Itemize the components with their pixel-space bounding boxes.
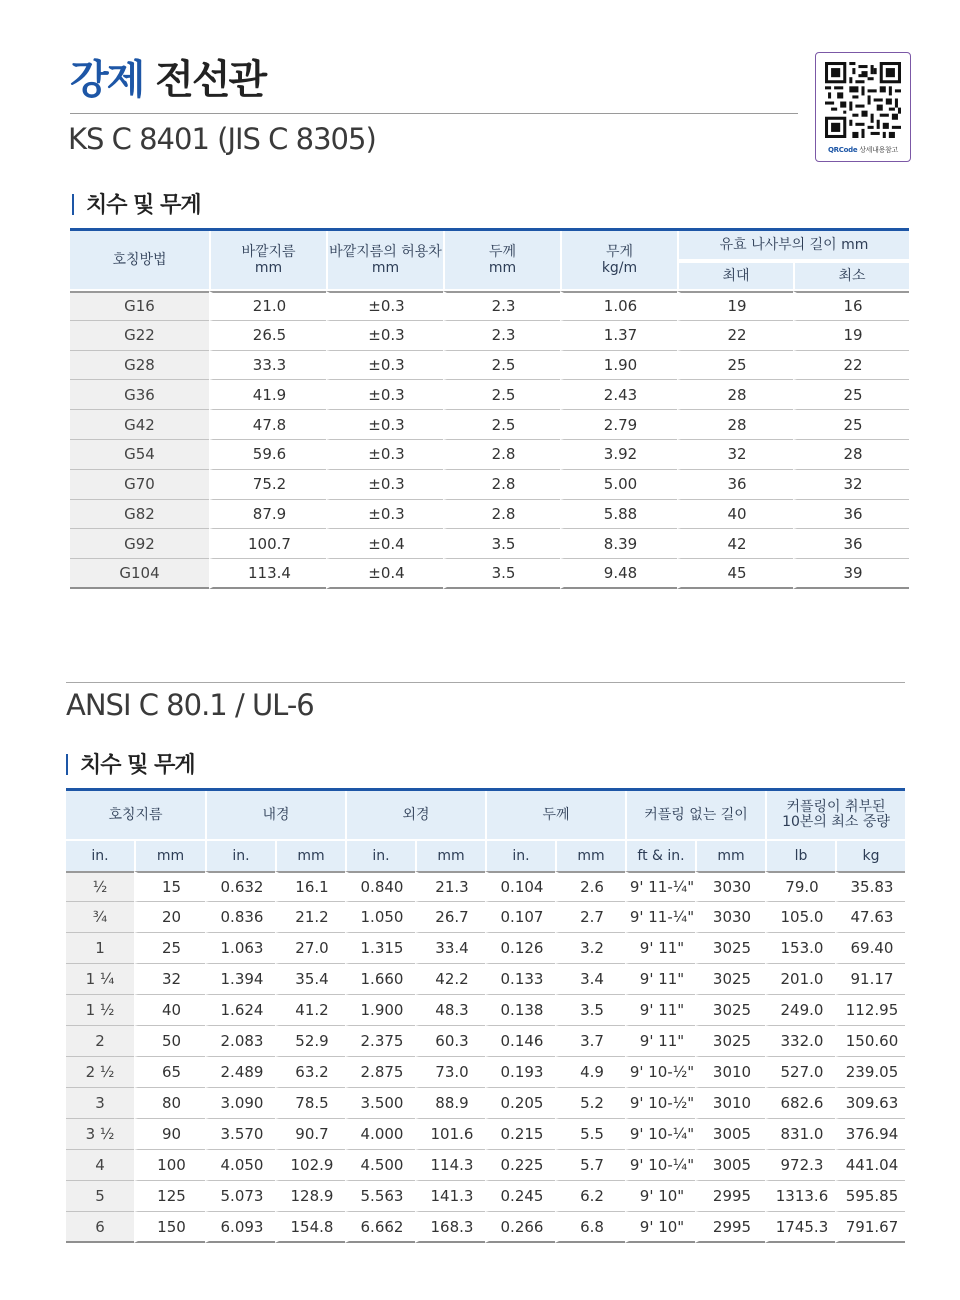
nominal-inch-cell: 1 ¼ — [66, 964, 134, 995]
table-cell: 3025 — [695, 964, 765, 995]
table-cell: 40 — [677, 500, 793, 530]
nominal-cell: G82 — [70, 500, 209, 530]
table-cell: 2.5 — [443, 410, 560, 440]
table-row — [70, 529, 909, 559]
table-cell: 79.0 — [765, 871, 835, 902]
table-cell: 2995 — [695, 1181, 765, 1212]
col-min-weight: 커플링이 취부된 10본의 최소 중량 — [765, 791, 905, 841]
unit-header: kg — [835, 841, 905, 871]
table-cell: 19 — [793, 321, 909, 351]
page-title-rest: 전선관 — [155, 57, 266, 103]
table-cell: 102.9 — [275, 1150, 345, 1181]
table-cell: 45 — [677, 559, 793, 589]
table-cell: 78.5 — [275, 1088, 345, 1119]
table-cell: 35.4 — [275, 964, 345, 995]
ks-table-body — [70, 291, 909, 589]
table-cell: 332.0 — [765, 1026, 835, 1057]
table-cell: 3030 — [695, 871, 765, 902]
table-row — [66, 902, 905, 933]
table-cell: 27.0 — [275, 933, 345, 964]
table-cell: 2.375 — [345, 1026, 415, 1057]
col-outer-diameter: 외경 — [345, 791, 485, 841]
nominal-cell: G42 — [70, 410, 209, 440]
ansi-dimension-table — [66, 788, 905, 1243]
table-row — [66, 933, 905, 964]
table-cell: 9' 11-¼" — [625, 871, 695, 902]
table-cell: 47.63 — [835, 902, 905, 933]
table-cell: 32 — [793, 470, 909, 500]
table-row — [66, 1026, 905, 1057]
table-cell: 150.60 — [835, 1026, 905, 1057]
table-cell: 25 — [134, 933, 205, 964]
nominal-inch-cell: ½ — [66, 871, 134, 902]
table-cell: 2.79 — [560, 410, 677, 440]
table-cell: 9' 11" — [625, 995, 695, 1026]
nominal-inch-cell: 4 — [66, 1150, 134, 1181]
table-cell: 0.225 — [485, 1150, 555, 1181]
table-cell: 4.000 — [345, 1119, 415, 1150]
table-cell: 52.9 — [275, 1026, 345, 1057]
table-cell: 376.94 — [835, 1119, 905, 1150]
col-nominal-size: 호칭지름 — [66, 791, 205, 841]
subtitle-bar — [72, 194, 74, 215]
section2-subtitle — [66, 748, 195, 779]
table-cell: 1.900 — [345, 995, 415, 1026]
table-cell: 0.126 — [485, 933, 555, 964]
table-cell: 2.3 — [443, 291, 560, 321]
section1-subtitle-text: 치수 및 무게 — [86, 193, 201, 218]
table-cell: 3.4 — [555, 964, 625, 995]
table-cell: 65 — [134, 1057, 205, 1088]
col-thread-max: 최대 — [677, 261, 793, 291]
table-cell: 28 — [677, 380, 793, 410]
nominal-cell: G22 — [70, 321, 209, 351]
table-cell: 9' 10" — [625, 1212, 695, 1243]
nominal-inch-cell: 5 — [66, 1181, 134, 1212]
table-cell: 20 — [134, 902, 205, 933]
table-cell: 2.8 — [443, 440, 560, 470]
table-cell: 26.5 — [209, 321, 326, 351]
table-cell: 4.050 — [205, 1150, 275, 1181]
table-cell: 36 — [677, 470, 793, 500]
table-cell: 3010 — [695, 1088, 765, 1119]
table-cell: 73.0 — [415, 1057, 485, 1088]
table-cell: 9' 10-¼" — [625, 1119, 695, 1150]
table-cell: ±0.4 — [326, 529, 443, 559]
table-cell: 791.67 — [835, 1212, 905, 1243]
table-cell: 0.266 — [485, 1212, 555, 1243]
table-cell: ±0.3 — [326, 380, 443, 410]
table-cell: 3025 — [695, 1026, 765, 1057]
table-row — [66, 1119, 905, 1150]
table-cell: 3005 — [695, 1119, 765, 1150]
table-cell: 63.2 — [275, 1057, 345, 1088]
table-cell: 28 — [793, 440, 909, 470]
nominal-inch-cell: 3 ½ — [66, 1119, 134, 1150]
table-cell: 3.2 — [555, 933, 625, 964]
table-cell: 25 — [793, 380, 909, 410]
table-cell: 87.9 — [209, 500, 326, 530]
unit-header: mm — [275, 841, 345, 871]
table-row — [70, 380, 909, 410]
table-cell: 3030 — [695, 902, 765, 933]
table-cell: 1.660 — [345, 964, 415, 995]
table-cell: 2.3 — [443, 321, 560, 351]
table-row — [66, 1057, 905, 1088]
table-cell: 21.3 — [415, 871, 485, 902]
nominal-cell: G92 — [70, 529, 209, 559]
table-cell: 48.3 — [415, 995, 485, 1026]
table-cell: 1745.3 — [765, 1212, 835, 1243]
table-cell: 19 — [677, 291, 793, 321]
table-cell: 1.06 — [560, 291, 677, 321]
table-cell: 8.39 — [560, 529, 677, 559]
table-cell: 113.4 — [209, 559, 326, 589]
table-cell: 527.0 — [765, 1057, 835, 1088]
table-cell: 249.0 — [765, 995, 835, 1026]
table-cell: 90 — [134, 1119, 205, 1150]
table-cell: 100.7 — [209, 529, 326, 559]
table-cell: 41.9 — [209, 380, 326, 410]
table-cell: 91.17 — [835, 964, 905, 995]
qr-caption — [816, 145, 910, 155]
table-cell: 42 — [677, 529, 793, 559]
unit-header: lb — [765, 841, 835, 871]
table-cell: 125 — [134, 1181, 205, 1212]
table-cell: 972.3 — [765, 1150, 835, 1181]
table-cell: ±0.3 — [326, 321, 443, 351]
table-row — [66, 1150, 905, 1181]
table-cell: 16.1 — [275, 871, 345, 902]
table-cell: ±0.3 — [326, 470, 443, 500]
table-row — [70, 321, 909, 351]
table-cell: 309.63 — [835, 1088, 905, 1119]
col-thickness: 두께 — [485, 791, 625, 841]
table-cell: 441.04 — [835, 1150, 905, 1181]
unit-header: mm — [134, 841, 205, 871]
table-row — [70, 410, 909, 440]
table-cell: 90.7 — [275, 1119, 345, 1150]
table-cell: 1.90 — [560, 351, 677, 381]
page-title — [70, 48, 265, 105]
table-row — [70, 470, 909, 500]
col-weight: 무게 kg/m — [560, 231, 677, 291]
table-row — [66, 871, 905, 902]
nominal-inch-cell: 2 ½ — [66, 1057, 134, 1088]
qr-code-icon — [825, 60, 901, 140]
col-nominal: 호칭방법 — [70, 231, 209, 291]
table-cell: 5.5 — [555, 1119, 625, 1150]
col-thread-min: 최소 — [793, 261, 909, 291]
table-cell: 3005 — [695, 1150, 765, 1181]
table-cell: 33.3 — [209, 351, 326, 381]
nominal-cell: G28 — [70, 351, 209, 381]
table-cell: 1.394 — [205, 964, 275, 995]
table-cell: 2.6 — [555, 871, 625, 902]
table-cell: 0.138 — [485, 995, 555, 1026]
unit-header: in. — [345, 841, 415, 871]
table-cell: 0.836 — [205, 902, 275, 933]
table-cell: 682.6 — [765, 1088, 835, 1119]
unit-row — [66, 841, 905, 871]
table-cell: 40 — [134, 995, 205, 1026]
table-row — [66, 1212, 905, 1243]
table-cell: 0.840 — [345, 871, 415, 902]
section-divider — [66, 682, 905, 683]
table-cell: 1.624 — [205, 995, 275, 1026]
table-cell: 1.063 — [205, 933, 275, 964]
table-cell: 15 — [134, 871, 205, 902]
unit-header: in. — [205, 841, 275, 871]
standard-title-ks: KS C 8401 (JIS C 8305) — [68, 122, 376, 156]
table-cell: 3.92 — [560, 440, 677, 470]
table-cell: 9' 10-¼" — [625, 1150, 695, 1181]
table-cell: 22 — [677, 321, 793, 351]
col-inner-diameter: 내경 — [205, 791, 345, 841]
unit-header: in. — [485, 841, 555, 871]
table-cell: 39 — [793, 559, 909, 589]
table-cell: 28 — [677, 410, 793, 440]
table-cell: 0.193 — [485, 1057, 555, 1088]
table-cell: 831.0 — [765, 1119, 835, 1150]
table-cell: 80 — [134, 1088, 205, 1119]
table-cell: ±0.3 — [326, 500, 443, 530]
table-row — [66, 1181, 905, 1212]
table-cell: 150 — [134, 1212, 205, 1243]
table-cell: 3.570 — [205, 1119, 275, 1150]
table-cell: 16 — [793, 291, 909, 321]
table-cell: 2.5 — [443, 380, 560, 410]
table-cell: 6.8 — [555, 1212, 625, 1243]
table-cell: 42.2 — [415, 964, 485, 995]
col-tolerance: 바깥지름의 허용차 mm — [326, 231, 443, 291]
table-cell: 3.090 — [205, 1088, 275, 1119]
table-cell: 59.6 — [209, 440, 326, 470]
table-cell: ±0.3 — [326, 351, 443, 381]
col-thickness: 두께 mm — [443, 231, 560, 291]
table-cell: 0.205 — [485, 1088, 555, 1119]
table-cell: 2.5 — [443, 351, 560, 381]
table-cell: 3.5 — [443, 559, 560, 589]
table-cell: 5.563 — [345, 1181, 415, 1212]
unit-header: mm — [695, 841, 765, 871]
nominal-cell: G16 — [70, 291, 209, 321]
table-cell: 2.8 — [443, 470, 560, 500]
table-cell: 47.8 — [209, 410, 326, 440]
table-cell: 3.7 — [555, 1026, 625, 1057]
page-title-accent: 강제 — [70, 57, 144, 103]
table-cell: 105.0 — [765, 902, 835, 933]
table-cell: 1.050 — [345, 902, 415, 933]
unit-header: in. — [66, 841, 134, 871]
table-cell: 21.2 — [275, 902, 345, 933]
unit-header: mm — [555, 841, 625, 871]
table-cell: 6.662 — [345, 1212, 415, 1243]
nominal-cell: G54 — [70, 440, 209, 470]
table-cell: ±0.3 — [326, 410, 443, 440]
table-cell: ±0.3 — [326, 291, 443, 321]
table-cell: 2.7 — [555, 902, 625, 933]
table-cell: 32 — [677, 440, 793, 470]
table-cell: 4.9 — [555, 1057, 625, 1088]
table-cell: 1313.6 — [765, 1181, 835, 1212]
table-cell: 36 — [793, 529, 909, 559]
table-cell: 2995 — [695, 1212, 765, 1243]
qr-caption-text: 상세내용참고 — [859, 146, 898, 154]
table-cell: 4.500 — [345, 1150, 415, 1181]
col-thread-length: 유효 나사부의 길이 mm — [677, 231, 909, 261]
table-cell: 36 — [793, 500, 909, 530]
table-cell: 9' 11" — [625, 1026, 695, 1057]
table-cell: 3.500 — [345, 1088, 415, 1119]
table-cell: 88.9 — [415, 1088, 485, 1119]
table-cell: 32 — [134, 964, 205, 995]
table-cell: 0.245 — [485, 1181, 555, 1212]
nominal-inch-cell: 1 — [66, 933, 134, 964]
table-row — [66, 995, 905, 1026]
nominal-cell: G36 — [70, 380, 209, 410]
table-cell: 3010 — [695, 1057, 765, 1088]
nominal-inch-cell: 6 — [66, 1212, 134, 1243]
table-cell: 141.3 — [415, 1181, 485, 1212]
unit-header: mm — [415, 841, 485, 871]
table-cell: 1.37 — [560, 321, 677, 351]
table-cell: 2.875 — [345, 1057, 415, 1088]
table-cell: 201.0 — [765, 964, 835, 995]
table-cell: 5.7 — [555, 1150, 625, 1181]
table-cell: 9' 11" — [625, 964, 695, 995]
table-cell: 0.632 — [205, 871, 275, 902]
table-cell: 168.3 — [415, 1212, 485, 1243]
table-cell: 595.85 — [835, 1181, 905, 1212]
ks-dimension-table — [70, 228, 909, 589]
table-cell: 9.48 — [560, 559, 677, 589]
table-cell: 69.40 — [835, 933, 905, 964]
nominal-cell: G104 — [70, 559, 209, 589]
table-cell: 25 — [793, 410, 909, 440]
table-row — [70, 291, 909, 321]
table-cell: 3025 — [695, 995, 765, 1026]
unit-header: ft & in. — [625, 841, 695, 871]
table-cell: 101.6 — [415, 1119, 485, 1150]
nominal-inch-cell: 1 ½ — [66, 995, 134, 1026]
table-cell: 0.104 — [485, 871, 555, 902]
title-divider — [70, 113, 798, 114]
table-row — [70, 559, 909, 589]
table-cell: 153.0 — [765, 933, 835, 964]
table-cell: 50 — [134, 1026, 205, 1057]
nominal-inch-cell: 3 — [66, 1088, 134, 1119]
table-cell: 2.43 — [560, 380, 677, 410]
qr-caption-brand: QRCode — [828, 146, 858, 154]
table-cell: 41.2 — [275, 995, 345, 1026]
table-cell: 6.2 — [555, 1181, 625, 1212]
table-cell: 35.83 — [835, 871, 905, 902]
table-cell: 112.95 — [835, 995, 905, 1026]
qr-code-box[interactable] — [815, 52, 911, 162]
table-cell: 2.489 — [205, 1057, 275, 1088]
table-cell: ±0.4 — [326, 559, 443, 589]
section2-subtitle-text: 치수 및 무게 — [80, 753, 195, 778]
table-row — [70, 500, 909, 530]
table-cell: 100 — [134, 1150, 205, 1181]
table-cell: 5.00 — [560, 470, 677, 500]
table-cell: 9' 11" — [625, 933, 695, 964]
table-cell: 75.2 — [209, 470, 326, 500]
table-row — [70, 440, 909, 470]
nominal-inch-cell: ¾ — [66, 902, 134, 933]
table-row — [66, 1088, 905, 1119]
table-cell: 0.133 — [485, 964, 555, 995]
table-row — [66, 964, 905, 995]
table-cell: 114.3 — [415, 1150, 485, 1181]
table-cell: 3.5 — [443, 529, 560, 559]
table-cell: 9' 10-½" — [625, 1057, 695, 1088]
standard-title-ansi: ANSI C 80.1 / UL-6 — [66, 688, 314, 722]
table-cell: 26.7 — [415, 902, 485, 933]
table-row — [70, 351, 909, 381]
table-cell: 25 — [677, 351, 793, 381]
table-cell: 6.093 — [205, 1212, 275, 1243]
table-cell: 3025 — [695, 933, 765, 964]
table-cell: 128.9 — [275, 1181, 345, 1212]
table-cell: 22 — [793, 351, 909, 381]
table-cell: 9' 11-¼" — [625, 902, 695, 933]
nominal-cell: G70 — [70, 470, 209, 500]
table-cell: 1.315 — [345, 933, 415, 964]
subtitle-bar — [66, 754, 68, 775]
table-cell: 2.8 — [443, 500, 560, 530]
table-cell: 5.88 — [560, 500, 677, 530]
table-cell: 60.3 — [415, 1026, 485, 1057]
table-cell: 9' 10-½" — [625, 1088, 695, 1119]
col-length: 커플링 없는 길이 — [625, 791, 765, 841]
table-cell: 33.4 — [415, 933, 485, 964]
col-outer-diameter: 바깥지름 mm — [209, 231, 326, 291]
table-cell: 0.215 — [485, 1119, 555, 1150]
table-cell: 154.8 — [275, 1212, 345, 1243]
section1-subtitle — [72, 188, 201, 219]
table-cell: 0.107 — [485, 902, 555, 933]
table-cell: 5.073 — [205, 1181, 275, 1212]
nominal-inch-cell: 2 — [66, 1026, 134, 1057]
table-cell: 239.05 — [835, 1057, 905, 1088]
table-cell: 0.146 — [485, 1026, 555, 1057]
table-cell: 21.0 — [209, 291, 326, 321]
ansi-table-body — [66, 871, 905, 1243]
table-cell: 3.5 — [555, 995, 625, 1026]
table-cell: ±0.3 — [326, 440, 443, 470]
table-cell: 9' 10" — [625, 1181, 695, 1212]
table-cell: 2.083 — [205, 1026, 275, 1057]
table-cell: 5.2 — [555, 1088, 625, 1119]
